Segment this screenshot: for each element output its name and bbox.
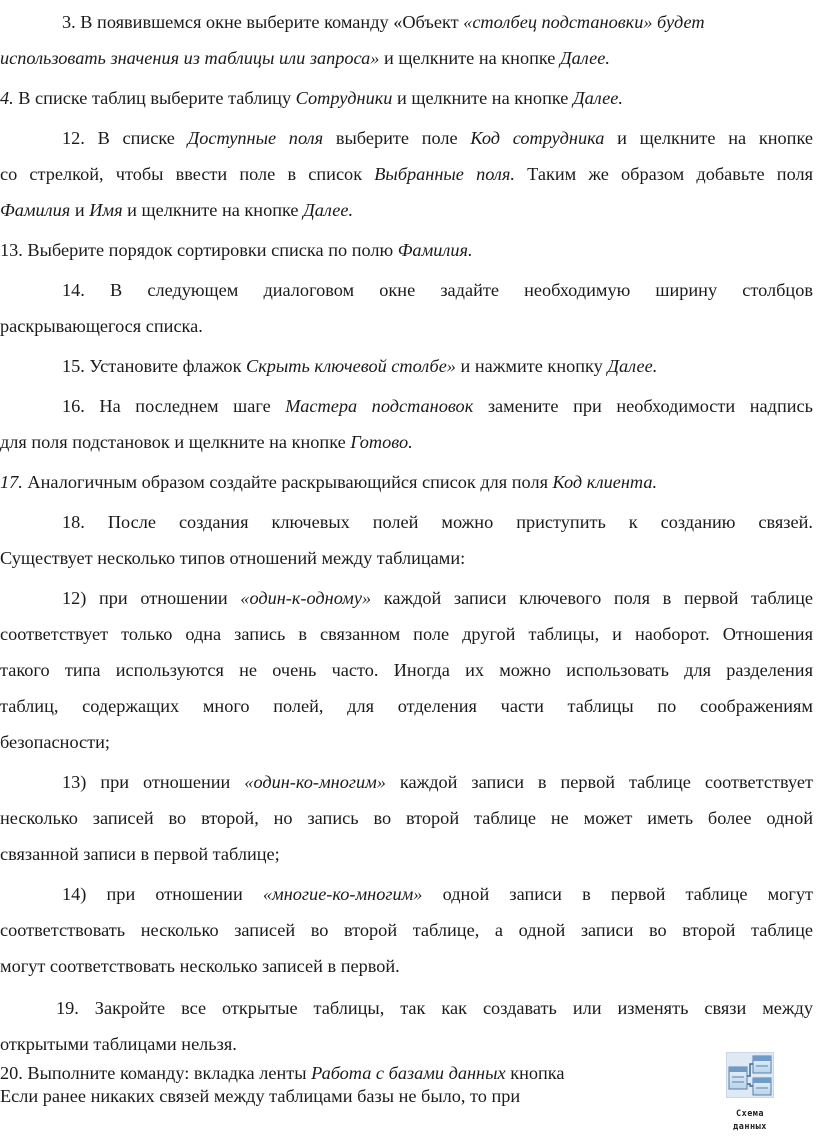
- italic-text: Скрыть ключевой столбе»: [246, 356, 456, 376]
- italic-text: «один-к-одному»: [240, 588, 372, 608]
- schema-caption-line2: данных: [733, 1122, 767, 1132]
- schema-caption-line1: Схема: [735, 1109, 765, 1119]
- text-line: [0, 471, 813, 493]
- text-line: [0, 1062, 660, 1084]
- italic-text: Фамилия: [0, 200, 71, 220]
- text-line: [62, 279, 813, 301]
- text-run: 12. В списке: [62, 128, 188, 148]
- text-line: [0, 843, 813, 865]
- text-line: [0, 731, 813, 753]
- text-line: [0, 659, 813, 681]
- text-line: [62, 127, 813, 149]
- relationship-schema-icon: [726, 1052, 774, 1098]
- text-run: и: [70, 200, 90, 220]
- text-line: [0, 623, 813, 645]
- text-line: [0, 163, 813, 185]
- text-run: 19. Закройте все открытые таблицы, так как создавать или изменять связи между: [56, 998, 813, 1018]
- text-run: и щелкните на кнопке: [604, 128, 814, 148]
- text-run: каждой записи в первой таблице соответствует: [385, 772, 813, 792]
- text-run: 14) при отношении: [62, 884, 263, 904]
- italic-text: Далее.: [572, 88, 623, 108]
- text-line: [0, 695, 813, 717]
- text-run: и щелкните на кнопке: [392, 88, 573, 108]
- text-run: 3. В появившемся окне выберите команду «Объект: [62, 12, 464, 32]
- text-run: 12) при отношении: [62, 588, 241, 608]
- text-line: [0, 431, 813, 453]
- text-run: открытыми таблицами нельзя.: [0, 1034, 237, 1054]
- text-run: 20. Выполните команду: вкладка ленты: [0, 1063, 312, 1083]
- text-line: [62, 11, 813, 33]
- text-line: [62, 883, 813, 905]
- text-run: одной записи в первой таблице могут: [422, 884, 813, 904]
- text-run: безопасности;: [0, 732, 111, 752]
- text-run: кнопка: [505, 1063, 565, 1083]
- text-run: со стрелкой, чтобы ввести поле в список: [0, 164, 375, 184]
- text-run: для поля подстановок и щелкните на кнопке: [0, 432, 351, 452]
- text-run: и щелкните на кнопке: [122, 200, 304, 220]
- italic-text: Далее.: [559, 48, 610, 68]
- text-line: [0, 47, 813, 69]
- italic-text: Мастера подстановок: [285, 396, 474, 416]
- text-line: [62, 355, 813, 377]
- text-line: [0, 955, 813, 977]
- italic-text: Далее.: [303, 200, 354, 220]
- italic-text: Готово.: [350, 432, 413, 452]
- text-run: выберите поле: [323, 128, 471, 148]
- schema-caption: [710, 1108, 790, 1134]
- text-line: [0, 199, 813, 221]
- text-run: Существует несколько типов отношений между таблицами:: [0, 548, 466, 568]
- text-run: связанной записи в первой таблице;: [0, 844, 280, 864]
- text-run: Если ранее никаких связей между таблицами базы не было, то при: [0, 1086, 521, 1106]
- text-line: [62, 395, 813, 417]
- text-run: 13) при отношении: [62, 772, 245, 792]
- text-line: [62, 587, 813, 609]
- text-run: Аналогичным образом создайте раскрывающийся список для поля: [22, 472, 553, 492]
- text-line: [0, 1033, 813, 1055]
- text-run: 15. Установите флажок: [62, 356, 247, 376]
- italic-text: 4.: [0, 88, 14, 108]
- text-line: [0, 807, 813, 829]
- text-line: [0, 315, 813, 337]
- text-line: [62, 511, 813, 533]
- italic-text: «один-ко-многим»: [244, 772, 386, 792]
- italic-text: «столбец подстановки» будет: [463, 12, 705, 32]
- italic-text: использовать значения из таблицы или запроса»: [0, 48, 380, 68]
- text-run: каждой записи ключевого поля в первой таблице: [371, 588, 813, 608]
- text-run: 14. В следующем диалоговом окне задайте необходимую ширину столбцов: [62, 280, 813, 300]
- text-line: [0, 87, 813, 109]
- italic-text: Выбранные поля.: [374, 164, 515, 184]
- italic-text: Код сотрудника: [470, 128, 605, 148]
- italic-text: Фамилия.: [397, 240, 473, 260]
- italic-text: Доступные поля: [187, 128, 324, 148]
- text-run: могут соответствовать несколько записей в первой.: [0, 956, 400, 976]
- text-run: Таким же образом добавьте поля: [514, 164, 814, 184]
- italic-text: Работа с базами данных: [311, 1063, 506, 1083]
- text-line: [56, 997, 813, 1019]
- text-run: раскрывающегося списка.: [0, 316, 203, 336]
- text-line: [0, 919, 813, 941]
- text-run: 13. Выберите порядок сортировки списка по полю: [0, 240, 398, 260]
- text-run: 18. После создания ключевых полей можно приступить к созданию связей.: [62, 512, 813, 532]
- text-run: несколько записей во второй, но запись во второй таблице не может иметь более одной: [0, 808, 813, 828]
- text-line: [0, 1085, 650, 1107]
- text-run: таблиц, содержащих много полей, для отделения части таблицы по соображениям: [0, 696, 813, 716]
- text-run: 16. На последнем шаге: [62, 396, 286, 416]
- text-run: такого типа используются не очень часто. Иногда их можно использовать для разделения: [0, 660, 813, 680]
- italic-text: Сотрудники: [295, 88, 393, 108]
- italic-text: Далее.: [607, 356, 658, 376]
- italic-text: Имя: [89, 200, 123, 220]
- text-run: и щелкните на кнопке: [379, 48, 560, 68]
- text-run: соответствовать несколько записей во второй таблице, а одной записи во второй таблице: [0, 920, 813, 940]
- italic-text: 17.: [0, 472, 23, 492]
- italic-text: Код клиента.: [552, 472, 658, 492]
- text-line: [0, 547, 813, 569]
- text-run: и нажмите кнопку: [455, 356, 608, 376]
- text-line: [62, 771, 813, 793]
- text-run: соответствует только одна запись в связанном поле другой таблицы, и наоборот. Отношения: [0, 624, 813, 644]
- text-run: В списке таблиц выберите таблицу: [13, 88, 296, 108]
- text-line: [0, 239, 813, 261]
- italic-text: «многие-ко-многим»: [262, 884, 423, 904]
- text-run: замените при необходимости надпись: [473, 396, 813, 416]
